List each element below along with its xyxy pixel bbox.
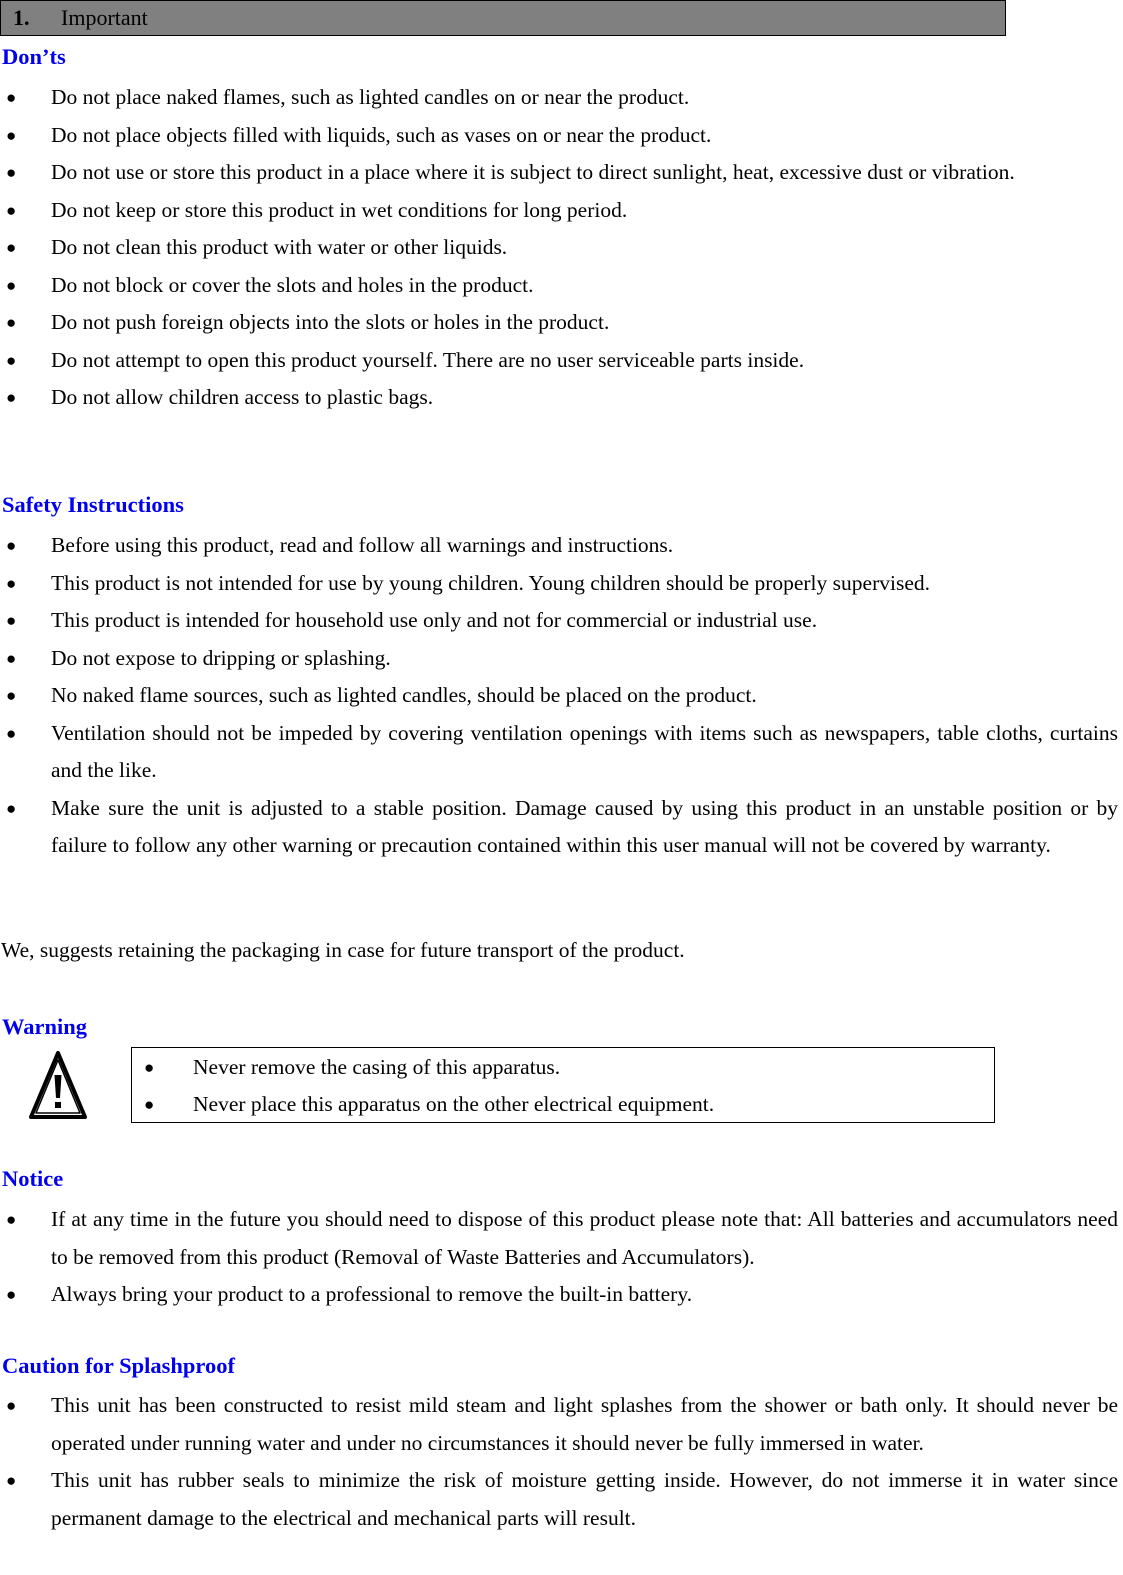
list-item: ● Make sure the unit is adjusted to a stable position. Damage caused by using this product in an unstable position or by failure to follow any other warning or precaution contained within this user manual will not be covered by warranty. <box>0 790 1118 865</box>
bullet-icon: ● <box>6 350 17 370</box>
list-item: ● Do not block or cover the slots and holes in the product. <box>0 267 1118 305</box>
warning-triangle-icon <box>27 1047 89 1123</box>
safety-list <box>0 527 1118 865</box>
list-item: ● This product is intended for household use only and not for commercial or industrial use. <box>0 602 1118 640</box>
splashproof-list <box>0 1387 1118 1537</box>
bullet-icon: ● <box>6 798 17 818</box>
list-item: ● Do not use or store this product in a place where it is subject to direct sunlight, heat, excessive dust or vibration. <box>0 154 1118 192</box>
warning-box <box>131 1047 995 1123</box>
bullet-icon: ● <box>6 388 17 407</box>
section-header-bar <box>0 0 1006 36</box>
bullet-icon: ● <box>144 1095 155 1114</box>
safety-heading: Safety Instructions <box>2 492 184 517</box>
bullet-icon: ● <box>6 125 17 145</box>
list-item: ● Do not attempt to open this product yourself. There are no user serviceable parts inside. <box>0 342 1118 380</box>
warning-list <box>132 1049 714 1123</box>
bullet-icon: ● <box>6 1396 17 1415</box>
section-number: 1. <box>13 5 30 30</box>
list-item: ● This unit has been constructed to resist mild steam and light splashes from the shower or bath only. It should never be operated under running water and under no circumstances it should never be fully immersed in water. <box>0 1387 1118 1462</box>
list-item: ● Never place this apparatus on the other electrical equipment. <box>132 1086 714 1123</box>
bullet-icon: ● <box>6 573 17 593</box>
notice-heading: Notice <box>2 1166 64 1191</box>
bullet-icon: ● <box>144 1058 155 1077</box>
list-item: ● This unit has rubber seals to minimize the risk of moisture getting inside. However, do not immerse it in water since permanent damage to the electrical and mechanical parts will result. <box>0 1462 1118 1537</box>
bullet-icon: ● <box>6 238 17 257</box>
list-item: ● Do not place naked flames, such as lighted candles on or near the product. <box>0 79 1118 117</box>
bullet-icon: ● <box>6 163 17 182</box>
list-item: ● Ventilation should not be impeded by covering ventilation openings with items such as newspapers, table cloths, curtains and the like. <box>0 715 1118 790</box>
list-item: ● Never remove the casing of this apparatus. <box>132 1049 714 1086</box>
list-item: ● Do not clean this product with water or other liquids. <box>0 229 1118 267</box>
bullet-icon: ● <box>6 611 17 630</box>
list-item: ● No naked flame sources, such as lighted candles, should be placed on the product. <box>0 677 1118 715</box>
donts-heading: Don’ts <box>2 44 66 69</box>
warning-heading: Warning <box>2 1014 88 1039</box>
list-item: ● Do not allow children access to plastic bags. <box>0 379 1118 417</box>
list-item: ● This product is not intended for use by young children. Young children should be properly supervised. <box>0 565 1118 603</box>
list-item: ● Do not place objects filled with liquids, such as vases on or near the product. <box>0 117 1118 155</box>
bullet-icon: ● <box>6 536 17 555</box>
bullet-icon: ● <box>6 648 17 668</box>
list-item: ● Do not expose to dripping or splashing. <box>0 640 1118 678</box>
list-item: ● Always bring your product to a professional to remove the built-in battery. <box>0 1276 1118 1314</box>
list-item: ● Do not push foreign objects into the slots or holes in the product. <box>0 304 1118 342</box>
bullet-icon: ● <box>6 200 17 220</box>
list-item: ● Do not keep or store this product in wet conditions for long period. <box>0 192 1118 230</box>
bullet-icon: ● <box>6 1471 17 1490</box>
bullet-icon: ● <box>6 275 17 295</box>
bullet-icon: ● <box>6 686 17 705</box>
donts-list <box>0 79 1118 417</box>
packaging-note: We, suggests retaining the packaging in case for future transport of the product. <box>1 938 685 962</box>
list-item: ● If at any time in the future you should need to dispose of this product please note that: All batteries and accumulators need to be removed from this product (Removal of Waste Batteries and Accumulators). <box>0 1201 1118 1276</box>
bullet-icon: ● <box>6 313 17 332</box>
section-title: Important <box>61 5 148 30</box>
bullet-icon: ● <box>6 1285 17 1304</box>
bullet-icon: ● <box>6 723 17 743</box>
list-item: ● Before using this product, read and follow all warnings and instructions. <box>0 527 1118 565</box>
bullet-icon: ● <box>6 1210 17 1229</box>
notice-list <box>0 1201 1118 1314</box>
splashproof-heading: Caution for Splashproof <box>2 1353 235 1378</box>
bullet-icon: ● <box>6 88 17 107</box>
